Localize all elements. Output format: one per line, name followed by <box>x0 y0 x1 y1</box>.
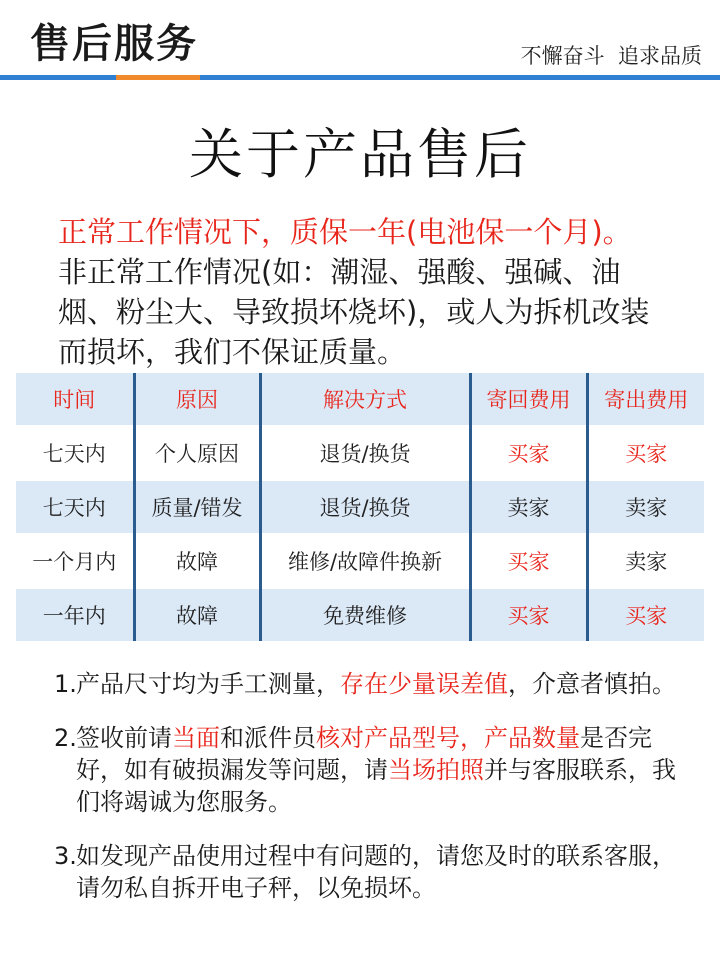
cell-reason: 质量/错发 <box>134 480 260 534</box>
header-solution: 解决方式 <box>260 373 470 426</box>
cell-outbound-shipping: 卖家 <box>587 480 704 534</box>
note-text: 如发现产品使用过程中有问题的，请您及时的联系客服，请勿私自拆开电子秤，以免损坏。 <box>76 842 676 902</box>
note-item <box>54 840 684 904</box>
header-slogan: 不懈奋斗 追求品质 <box>520 44 702 68</box>
header-divider-blue <box>0 75 720 80</box>
cell-solution: 退货/换货 <box>260 426 470 480</box>
cell-outbound-shipping: 买家 <box>587 426 704 480</box>
cell-solution: 维修/故障件换新 <box>260 534 470 588</box>
cell-time: 七天内 <box>16 426 134 480</box>
note-text: 产品尺寸均为手工测量， <box>76 670 340 698</box>
table-row <box>16 480 704 534</box>
notes-list <box>54 668 684 926</box>
cell-outbound-shipping: 卖家 <box>587 534 704 588</box>
cell-reason: 故障 <box>134 534 260 588</box>
cell-solution: 免费维修 <box>260 588 470 641</box>
page-title: 关于产品售后 <box>189 123 531 186</box>
cell-time: 七天内 <box>16 480 134 534</box>
warranty-exclusion: 非正常工作情况(如：潮湿、强酸、强碱、油烟、粉尘大、导致损坏烧坏)，或人为拆机改装而损坏，我们不保证质量。 <box>58 255 650 369</box>
cell-return-shipping: 买家 <box>470 588 587 641</box>
header-divider-orange <box>116 75 200 80</box>
header-time: 时间 <box>16 373 134 426</box>
warranty-intro <box>58 212 678 372</box>
warranty-statement: 正常工作情况下，质保一年(电池保一个月)。 <box>58 215 632 249</box>
header-title: 售后服务 <box>30 21 198 67</box>
cell-solution: 退货/换货 <box>260 480 470 534</box>
cell-reason: 故障 <box>134 588 260 641</box>
cell-reason: 个人原因 <box>134 426 260 480</box>
note-item <box>54 668 684 700</box>
note-text: 签收前请 <box>76 724 172 752</box>
cell-return-shipping: 买家 <box>470 426 587 480</box>
note-number: 2. <box>54 724 77 752</box>
table-row <box>16 426 704 480</box>
header-reason: 原因 <box>134 373 260 426</box>
header-return-shipping: 寄回费用 <box>470 373 587 426</box>
note-highlight: 存在少量误差值 <box>340 670 508 698</box>
note-highlight: 当场拍照 <box>388 756 484 784</box>
note-item <box>54 722 684 818</box>
cell-return-shipping: 卖家 <box>470 480 587 534</box>
note-highlight: 当面 <box>172 724 220 752</box>
table-row <box>16 534 704 588</box>
note-text: ，介意者慎拍。 <box>508 670 676 698</box>
cell-time: 一年内 <box>16 588 134 641</box>
table-header-row <box>16 373 704 426</box>
cell-outbound-shipping: 买家 <box>587 588 704 641</box>
note-number: 3. <box>54 842 77 870</box>
note-text: 并与客服联系，我们将竭诚为您服务。 <box>76 756 676 816</box>
after-sales-policy-table <box>16 373 704 641</box>
header-outbound-shipping: 寄出费用 <box>587 373 704 426</box>
note-highlight: 核对产品型号，产品数量 <box>316 724 580 752</box>
note-text: 是否完好，如有破损漏发等问题，请 <box>76 724 652 784</box>
table-row <box>16 588 704 641</box>
note-number: 1. <box>54 670 77 698</box>
cell-return-shipping: 买家 <box>470 534 587 588</box>
note-text: 和派件员 <box>220 724 316 752</box>
cell-time: 一个月内 <box>16 534 134 588</box>
